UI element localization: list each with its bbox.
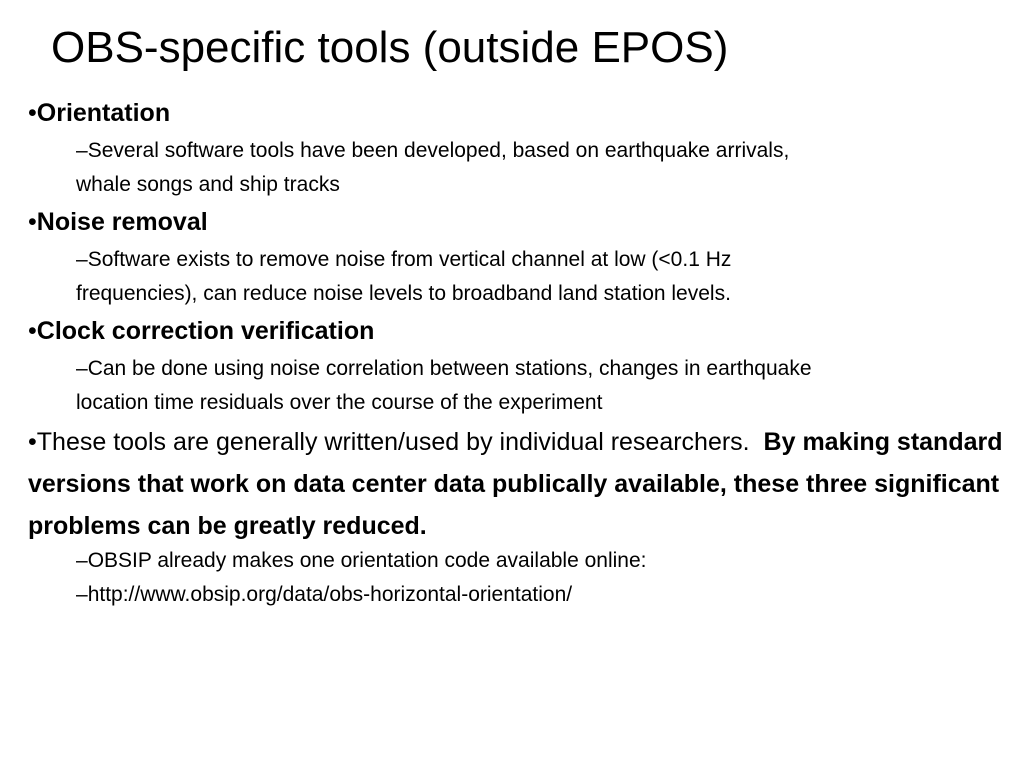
dash-marker: – — [76, 357, 88, 380]
summary-paragraph — [28, 421, 1003, 547]
orientation-code-link[interactable]: http://www.obsip.org/data/obs-horizontal-orientation/ — [87, 583, 573, 606]
clock-detail — [76, 352, 1006, 420]
orientation-heading: Orientation — [36, 99, 171, 127]
summary-sub2 — [76, 578, 1006, 612]
bullet-marker: • — [28, 317, 37, 345]
summary-sub1-text: OBSIP already makes one orientation code available online: — [87, 549, 647, 572]
bullet-marker: • — [28, 99, 37, 127]
slide-title: OBS-specific tools (outside EPOS) — [51, 23, 729, 72]
noise-detail-line2: frequencies), can reduce noise levels to broadband land station levels. — [76, 282, 731, 305]
dash-marker: – — [76, 248, 88, 271]
clock-detail-line2: location time residuals over the course of the experiment — [76, 391, 603, 414]
bullet-orientation — [28, 95, 170, 131]
dash-marker: – — [76, 139, 88, 162]
bullet-noise-removal — [28, 204, 208, 240]
summary-emphasis: By making standard versions that work on data center data publically available, these three significant problems can be greatly reduced. — [28, 428, 1003, 540]
bullet-marker: • — [28, 428, 37, 456]
noise-detail — [76, 243, 1006, 311]
summary-sub1 — [76, 544, 1006, 578]
clock-detail-line1: Can be done using noise correlation between stations, changes in earthquake — [87, 357, 812, 380]
clock-heading: Clock correction verification — [36, 317, 375, 345]
noise-detail-line1: Software exists to remove noise from vertical channel at low (<0.1 Hz — [87, 248, 732, 271]
dash-marker: – — [76, 583, 88, 606]
orientation-detail-line2: whale songs and ship tracks — [76, 173, 340, 196]
orientation-detail — [76, 134, 1006, 202]
summary-lead: These tools are generally written/used by individual researchers. — [36, 428, 750, 456]
dash-marker: – — [76, 549, 88, 572]
orientation-detail-line1: Several software tools have been developed, based on earthquake arrivals, — [87, 139, 790, 162]
noise-heading: Noise removal — [36, 208, 208, 236]
bullet-marker: • — [28, 208, 37, 236]
bullet-clock-correction — [28, 313, 374, 349]
